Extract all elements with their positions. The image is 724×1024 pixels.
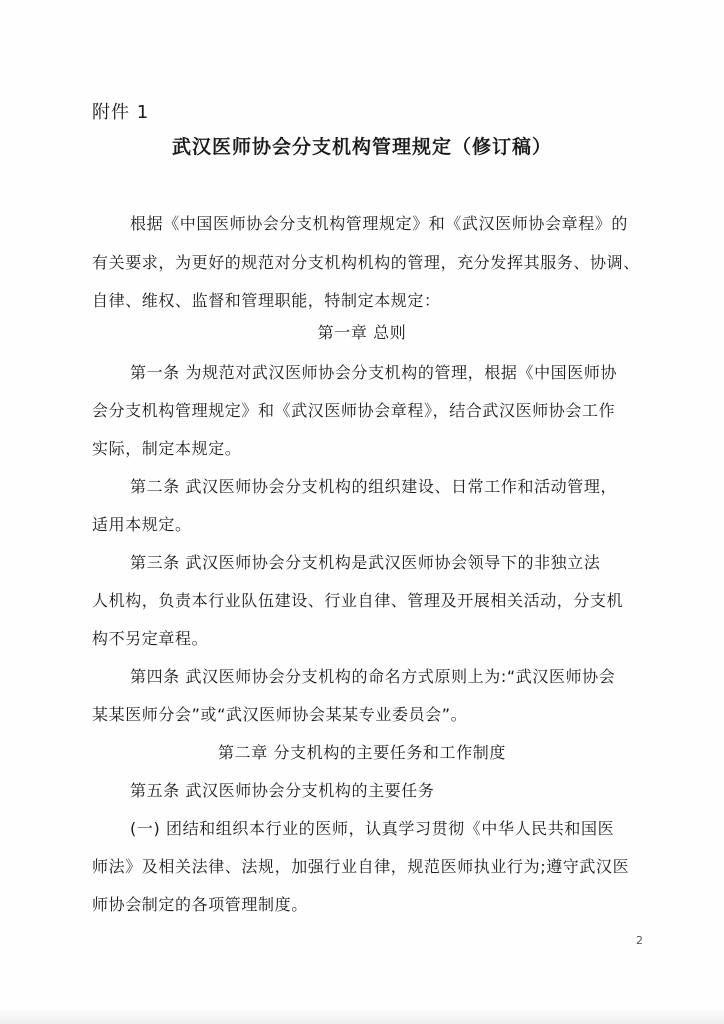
paragraph-line: 有关要求，为更好的规范对分支机构机构的管理，充分发挥其服务、协调、 — [92, 253, 640, 272]
document-title: 武汉医师协会分支机构管理规定（修订稿） — [171, 136, 552, 158]
chapter-heading: 第一章 总则 — [317, 323, 407, 342]
paragraph-line: 根据《中国医师协会分支机构管理规定》和《武汉医师协会章程》的 — [130, 214, 629, 233]
article-line: 适用本规定。 — [92, 515, 192, 534]
clause-line: 师法》及相关法律、法规，加强行业自律，规范医师执业行为;遵守武汉医 — [92, 857, 630, 876]
article-line: 第三条 武汉医师协会分支机构是武汉医师协会领导下的非独立法 — [130, 553, 601, 572]
article-line: 第五条 武汉医师协会分支机构的主要任务 — [130, 781, 435, 800]
article-line: 第二条 武汉医师协会分支机构的组织建设、日常工作和活动管理， — [130, 477, 618, 496]
clause-line: 师协会制定的各项管理制度。 — [92, 895, 308, 914]
article-line: 第一条 为规范对武汉医师协会分支机构的管理，根据《中国医师协 — [130, 363, 618, 382]
attachment-label: 附件 1 — [92, 102, 150, 123]
article-line: 构不另定章程。 — [92, 629, 209, 648]
clause-line: (一) 团结和组织本行业的医师，认真学习贯彻《中华人民共和国医 — [130, 819, 615, 838]
chapter-heading: 第二章 分支机构的主要任务和工作制度 — [218, 743, 506, 762]
article-line: 人机构，负责本行业队伍建设、行业自律、管理及开展相关活动，分支机 — [92, 591, 624, 610]
page-number: 2 — [636, 934, 643, 947]
article-line: 某某医师分会”或“武汉医师协会某某专业委员会”。 — [92, 705, 468, 724]
article-line: 会分支机构管理规定》和《武汉医师协会章程》，结合武汉医师协会工作 — [92, 401, 616, 420]
article-line: 第四条 武汉医师协会分支机构的命名方式原则上为:“武汉医师协会 — [130, 667, 616, 686]
article-line: 实际，制定本规定。 — [92, 439, 242, 458]
scan-bottom-edge — [0, 1010, 724, 1024]
paragraph-line: 自律、维权、监督和管理职能，特制定本规定： — [92, 291, 441, 310]
